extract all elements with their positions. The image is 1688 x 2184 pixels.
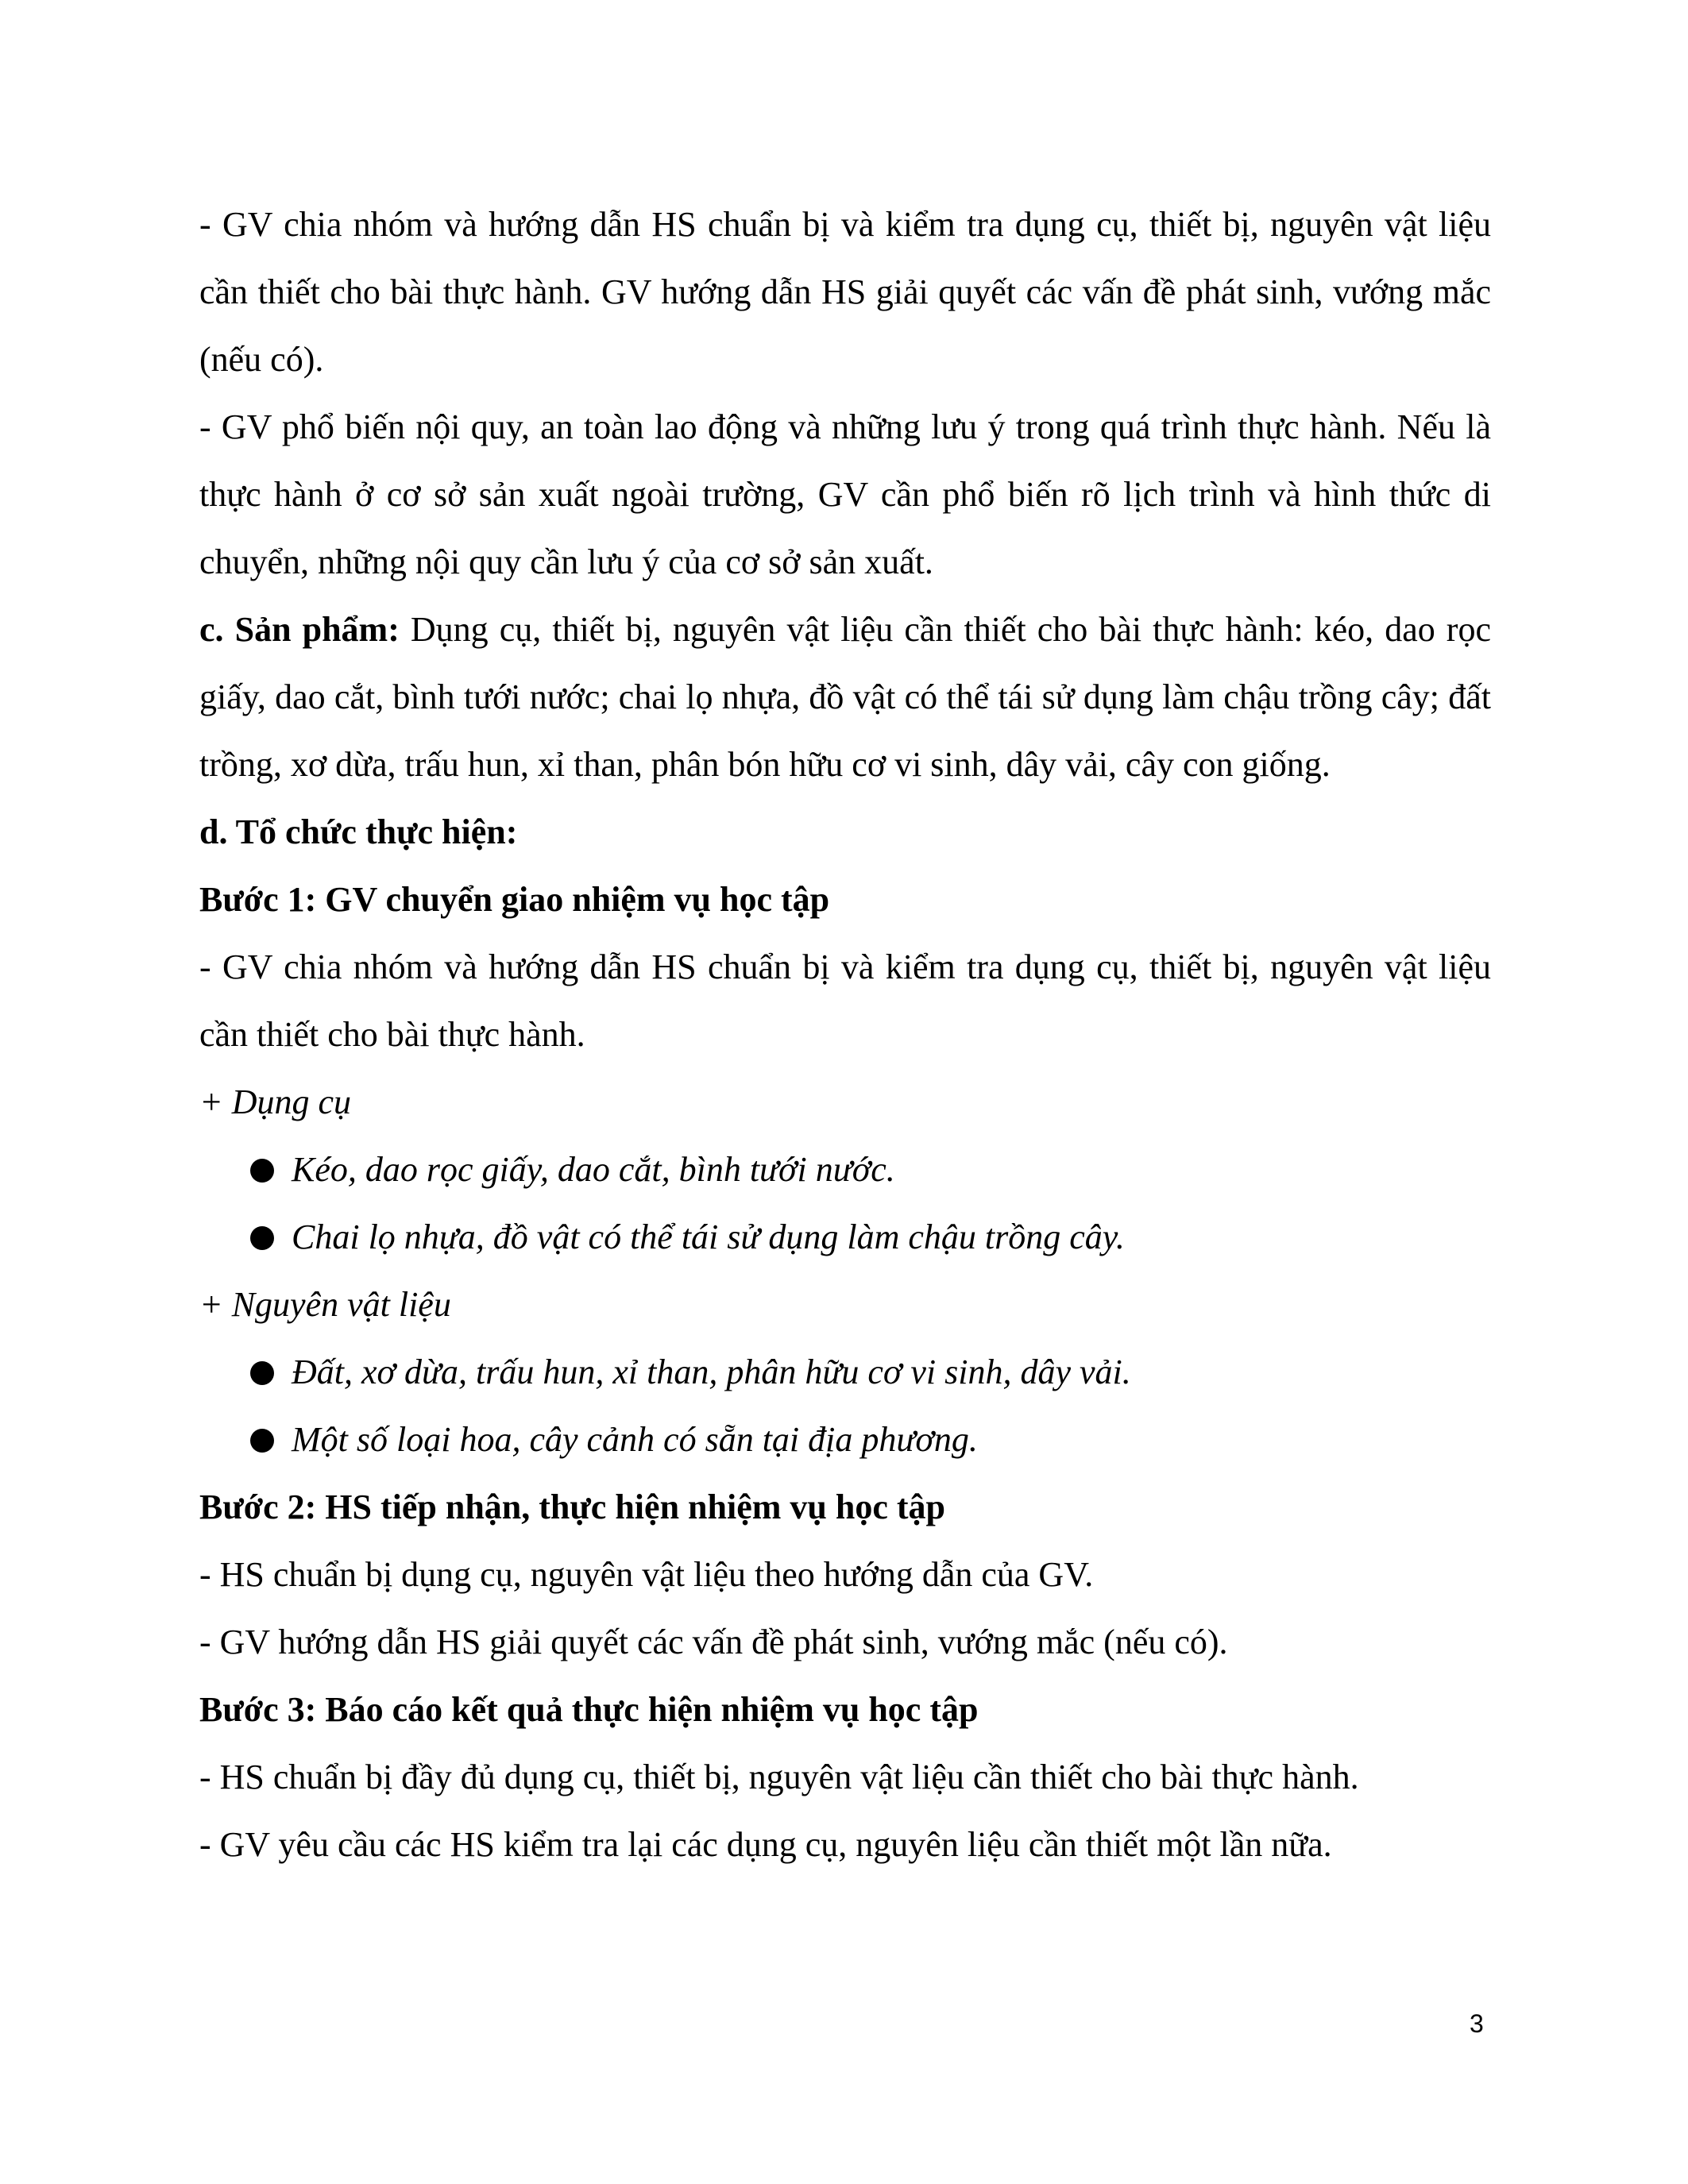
bullet-icon [250, 1361, 274, 1385]
product-text: Dụng cụ, thiết bị, nguyên vật liệu cần thiết cho bài thực hành: kéo, dao rọc giấy, dao cắt, bình tưới nước; chai lọ nhựa, đồ vật có thể tái sử dụng làm chậu trồng cây; đất trồng, xơ dừa, trấu hun, xỉ than, phân bón hữu cơ vi sinh, dây vải, cây con giống. [199, 610, 1491, 784]
document-page [199, 191, 1491, 1878]
tools-item-2: Chai lọ nhựa, đồ vật có thể tái sử dụng làm chậu trồng cây. [292, 1217, 1125, 1256]
step2-line-1: - HS chuẩn bị dụng cụ, nguyên vật liệu theo hướng dẫn của GV. [199, 1555, 1094, 1594]
step3-line-2: - GV yêu cầu các HS kiểm tra lại các dụng cụ, nguyên liệu cần thiết một lần nữa. [199, 1825, 1332, 1864]
paragraph-safety-rules: - GV phổ biến nội quy, an toàn lao động và những lưu ý trong quá trình thực hành. Nếu là thực hành ở cơ sở sản xuất ngoài trường, GV cần phổ biến rõ lịch trình và hình thức di chuyển, những nội quy cần lưu ý của cơ sở sản xuất. [199, 407, 1491, 581]
page-number: 3 [1470, 2009, 1484, 2038]
step3-line-1: - HS chuẩn bị đầy đủ dụng cụ, thiết bị, nguyên vật liệu cần thiết cho bài thực hành. [199, 1758, 1359, 1796]
step2-line-2: - GV hướng dẫn HS giải quyết các vấn đề phát sinh, vướng mắc (nếu có). [199, 1623, 1228, 1661]
step1-title: Bước 1: GV chuyển giao nhiệm vụ học tập [199, 880, 830, 919]
step1-text: - GV chia nhóm và hướng dẫn HS chuẩn bị và kiểm tra dụng cụ, thiết bị, nguyên vật liệu cần thiết cho bài thực hành. [199, 947, 1491, 1054]
paragraph-product [199, 596, 1491, 798]
list-item [199, 1136, 1491, 1203]
step2-title: Bước 2: HS tiếp nhận, thực hiện nhiệm vụ học tập [199, 1488, 945, 1526]
list-item [199, 1203, 1491, 1271]
bullet-icon [250, 1159, 274, 1183]
product-label: c. Sản phẩm: [199, 610, 400, 649]
paragraph-group-instructions: - GV chia nhóm và hướng dẫn HS chuẩn bị và kiểm tra dụng cụ, thiết bị, nguyên vật liệu cần thiết cho bài thực hành. GV hướng dẫn HS giải quyết các vấn đề phát sinh, vướng mắc (nếu có). [199, 205, 1491, 379]
bullet-icon [250, 1226, 274, 1250]
step3-title: Bước 3: Báo cáo kết quả thực hiện nhiệm vụ học tập [199, 1690, 979, 1729]
tools-item-1: Kéo, dao rọc giấy, dao cắt, bình tưới nước. [292, 1150, 895, 1189]
materials-title: + Nguyên vật liệu [199, 1285, 451, 1324]
heading-organization: d. Tổ chức thực hiện: [199, 812, 518, 851]
bullet-icon [250, 1429, 274, 1453]
list-item [199, 1338, 1491, 1406]
materials-item-1: Đất, xơ dừa, trấu hun, xỉ than, phân hữu cơ vi sinh, dây vải. [292, 1352, 1131, 1391]
list-item [199, 1406, 1491, 1473]
tools-title: + Dụng cụ [199, 1082, 351, 1121]
materials-item-2: Một số loại hoa, cây cảnh có sẵn tại địa phương. [292, 1420, 978, 1459]
